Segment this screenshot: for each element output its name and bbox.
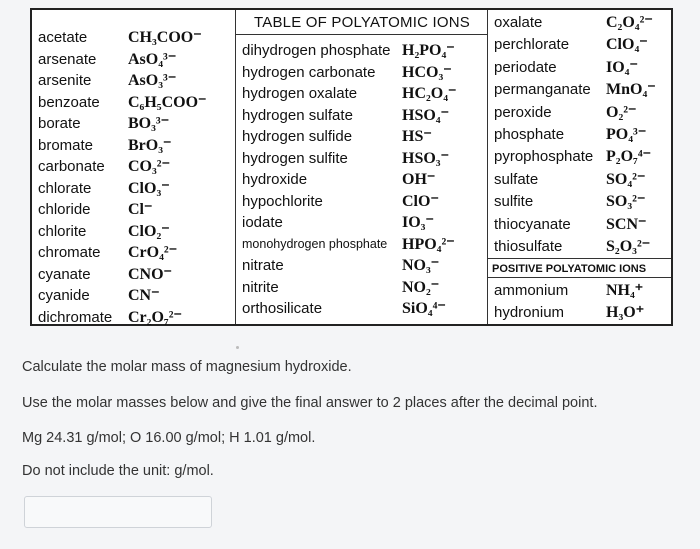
ion-row: [488, 79, 671, 101]
ion-row: [32, 92, 235, 114]
ion-name: dichromate: [38, 308, 113, 326]
ion-name: cyanide: [38, 287, 90, 304]
ion-row: [32, 199, 235, 221]
ion-formula: NH₄⁺: [606, 282, 644, 299]
ion-row: [236, 148, 487, 170]
ion-formula: SO₃²⁻: [606, 193, 646, 211]
ion-name: chloride: [38, 201, 91, 218]
ion-formula: Cr₂O₇²⁻: [128, 308, 182, 326]
ion-name: chromate: [38, 244, 101, 261]
ion-formula: IO₃⁻: [402, 214, 434, 231]
ion-formula: IO₄⁻: [606, 58, 638, 76]
ion-name: hydrogen sulfide: [242, 128, 353, 145]
ion-formula: HSO₃⁻: [402, 149, 450, 167]
ion-row: [32, 178, 235, 200]
ion-formula: ClO⁻: [402, 192, 439, 210]
ion-formula: PO₄³⁻: [606, 126, 647, 143]
ion-formula: BO₃³⁻: [128, 115, 170, 132]
ion-row: [236, 169, 487, 191]
ion-name: perchlorate: [494, 36, 570, 54]
ion-row: [488, 236, 671, 258]
ion-name: hydrogen sulfite: [242, 149, 348, 167]
ion-row: [236, 62, 487, 84]
ion-name: thiocyanate: [494, 215, 571, 233]
ion-name: cyanate: [38, 265, 91, 283]
positive-ion-row: [488, 302, 671, 324]
ion-row: [488, 12, 671, 34]
left-column: [32, 10, 236, 324]
ion-formula: HSO₄⁻: [402, 106, 450, 124]
ion-name: dihydrogen phosphate: [242, 42, 391, 59]
ion-formula: CN⁻: [128, 287, 160, 304]
ion-formula: CH₃COO⁻: [128, 29, 202, 46]
ion-name: monohydrogen phosphate: [242, 236, 388, 251]
ion-name: nitrite: [242, 278, 279, 296]
ion-name: borate: [38, 115, 81, 132]
ion-name: peroxide: [494, 103, 552, 121]
ion-name: chlorate: [38, 179, 92, 197]
ion-formula: ClO₂⁻: [128, 222, 170, 240]
question-line-2: Use the molar masses below and give the final answer to 2 places after the decimal point.: [22, 395, 598, 411]
ion-formula: CO₃²⁻: [128, 158, 171, 175]
ion-row: [32, 156, 235, 178]
ion-formula: HPO₄²⁻: [402, 235, 455, 253]
ion-name: acetate: [38, 29, 88, 46]
table-title: TABLE OF POLYATOMIC IONS: [236, 12, 488, 35]
ion-row: [236, 83, 487, 105]
ion-row: [32, 307, 235, 329]
ion-row: [236, 191, 487, 213]
ion-formula: SO₄²⁻: [606, 170, 646, 188]
positive-ion-row: [488, 280, 671, 302]
ion-row: [488, 102, 671, 124]
ion-formula: HS⁻: [402, 128, 432, 145]
ion-row: [236, 126, 487, 148]
ion-row: [236, 105, 487, 127]
ion-row: [32, 242, 235, 264]
ion-formula: S₂O₃²⁻: [606, 238, 651, 255]
ion-name: hydronium: [494, 303, 565, 321]
ion-name: chlorite: [38, 222, 87, 240]
ion-formula: NO₂⁻: [402, 278, 440, 296]
ion-row: [32, 221, 235, 243]
ion-formula: HCO₃⁻: [402, 63, 452, 81]
answer-input[interactable]: [24, 496, 212, 528]
ion-name: arsenate: [38, 50, 97, 68]
ion-name: iodate: [242, 214, 283, 231]
ion-formula: C₂O₄²⁻: [606, 14, 653, 31]
ion-formula: NO₃⁻: [402, 257, 440, 274]
ion-name: thiosulfate: [494, 238, 563, 255]
ion-row: [488, 191, 671, 213]
polyatomic-ions-table: [30, 8, 673, 326]
ion-name: carbonate: [38, 158, 105, 175]
ion-row: [32, 27, 235, 49]
ion-name: orthosilicate: [242, 300, 323, 317]
ion-row: [32, 113, 235, 135]
ion-formula: AsO₄³⁻: [128, 50, 177, 68]
ion-formula: ClO₃⁻: [128, 179, 170, 197]
decorative-dot: [236, 346, 239, 349]
ion-name: periodate: [494, 58, 557, 76]
ion-formula: H₃O⁺: [606, 303, 645, 321]
ion-name: arsenite: [38, 72, 92, 89]
question-unit-note: Do not include the unit: g/mol.: [22, 463, 214, 479]
ion-name: benzoate: [38, 93, 100, 111]
ion-row: [236, 255, 487, 277]
middle-column: [236, 10, 488, 324]
ion-name: permanganate: [494, 81, 591, 99]
ion-name: phosphate: [494, 126, 565, 143]
ion-name: sulfite: [494, 193, 534, 211]
ion-row: [32, 264, 235, 286]
ion-formula: O₂²⁻: [606, 103, 637, 121]
ion-row: [488, 146, 671, 168]
question-molar-masses: Mg 24.31 g/mol; O 16.00 g/mol; H 1.01 g/mol.: [22, 430, 316, 446]
ion-row: [236, 40, 487, 62]
ion-formula: SiO₄⁴⁻: [402, 300, 446, 317]
ion-row: [32, 135, 235, 157]
ion-formula: ClO₄⁻: [606, 36, 648, 54]
ion-name: oxalate: [494, 14, 543, 31]
ion-formula: P₂O₇⁴⁻: [606, 148, 652, 166]
ion-formula: SCN⁻: [606, 215, 647, 233]
ion-row: [236, 277, 487, 299]
ion-formula: BrO₃⁻: [128, 136, 172, 154]
ion-formula: MnO₄⁻: [606, 81, 656, 99]
ion-formula: AsO₃³⁻: [128, 72, 177, 89]
ion-name: pyrophosphate: [494, 148, 594, 166]
ion-name: hydrogen sulfate: [242, 106, 353, 124]
ion-formula: CNO⁻: [128, 265, 172, 283]
ion-formula: Cl⁻: [128, 201, 153, 218]
ion-formula: HC₂O₄⁻: [402, 85, 457, 102]
right-column: [488, 10, 671, 324]
ion-name: ammonium: [494, 282, 569, 299]
question-line-1: Calculate the molar mass of magnesium hydroxide.: [22, 359, 352, 375]
ion-row: [236, 212, 487, 234]
ion-row: [488, 124, 671, 146]
ion-name: hypochlorite: [242, 192, 323, 210]
ion-name: nitrate: [242, 257, 284, 274]
ion-formula: C₆H₅COO⁻: [128, 93, 207, 111]
ion-name: sulfate: [494, 170, 539, 188]
ion-formula: CrO₄²⁻: [128, 244, 178, 261]
ion-row: [32, 70, 235, 92]
ion-formula: OH⁻: [402, 171, 436, 188]
ion-row: [32, 49, 235, 71]
ion-row: [488, 57, 671, 79]
ion-name: hydroxide: [242, 171, 308, 188]
ion-name: hydrogen oxalate: [242, 85, 358, 102]
ion-row: [488, 214, 671, 236]
positive-ions-header: POSITIVE POLYATOMIC IONS: [488, 258, 671, 278]
ion-formula: H₂PO₄⁻: [402, 42, 455, 59]
ion-name: bromate: [38, 136, 94, 154]
ion-row: [236, 234, 487, 256]
ion-row: [488, 34, 671, 56]
ion-row: [32, 285, 235, 307]
ion-row: [236, 298, 487, 320]
ion-name: hydrogen carbonate: [242, 63, 376, 81]
ion-row: [488, 169, 671, 191]
